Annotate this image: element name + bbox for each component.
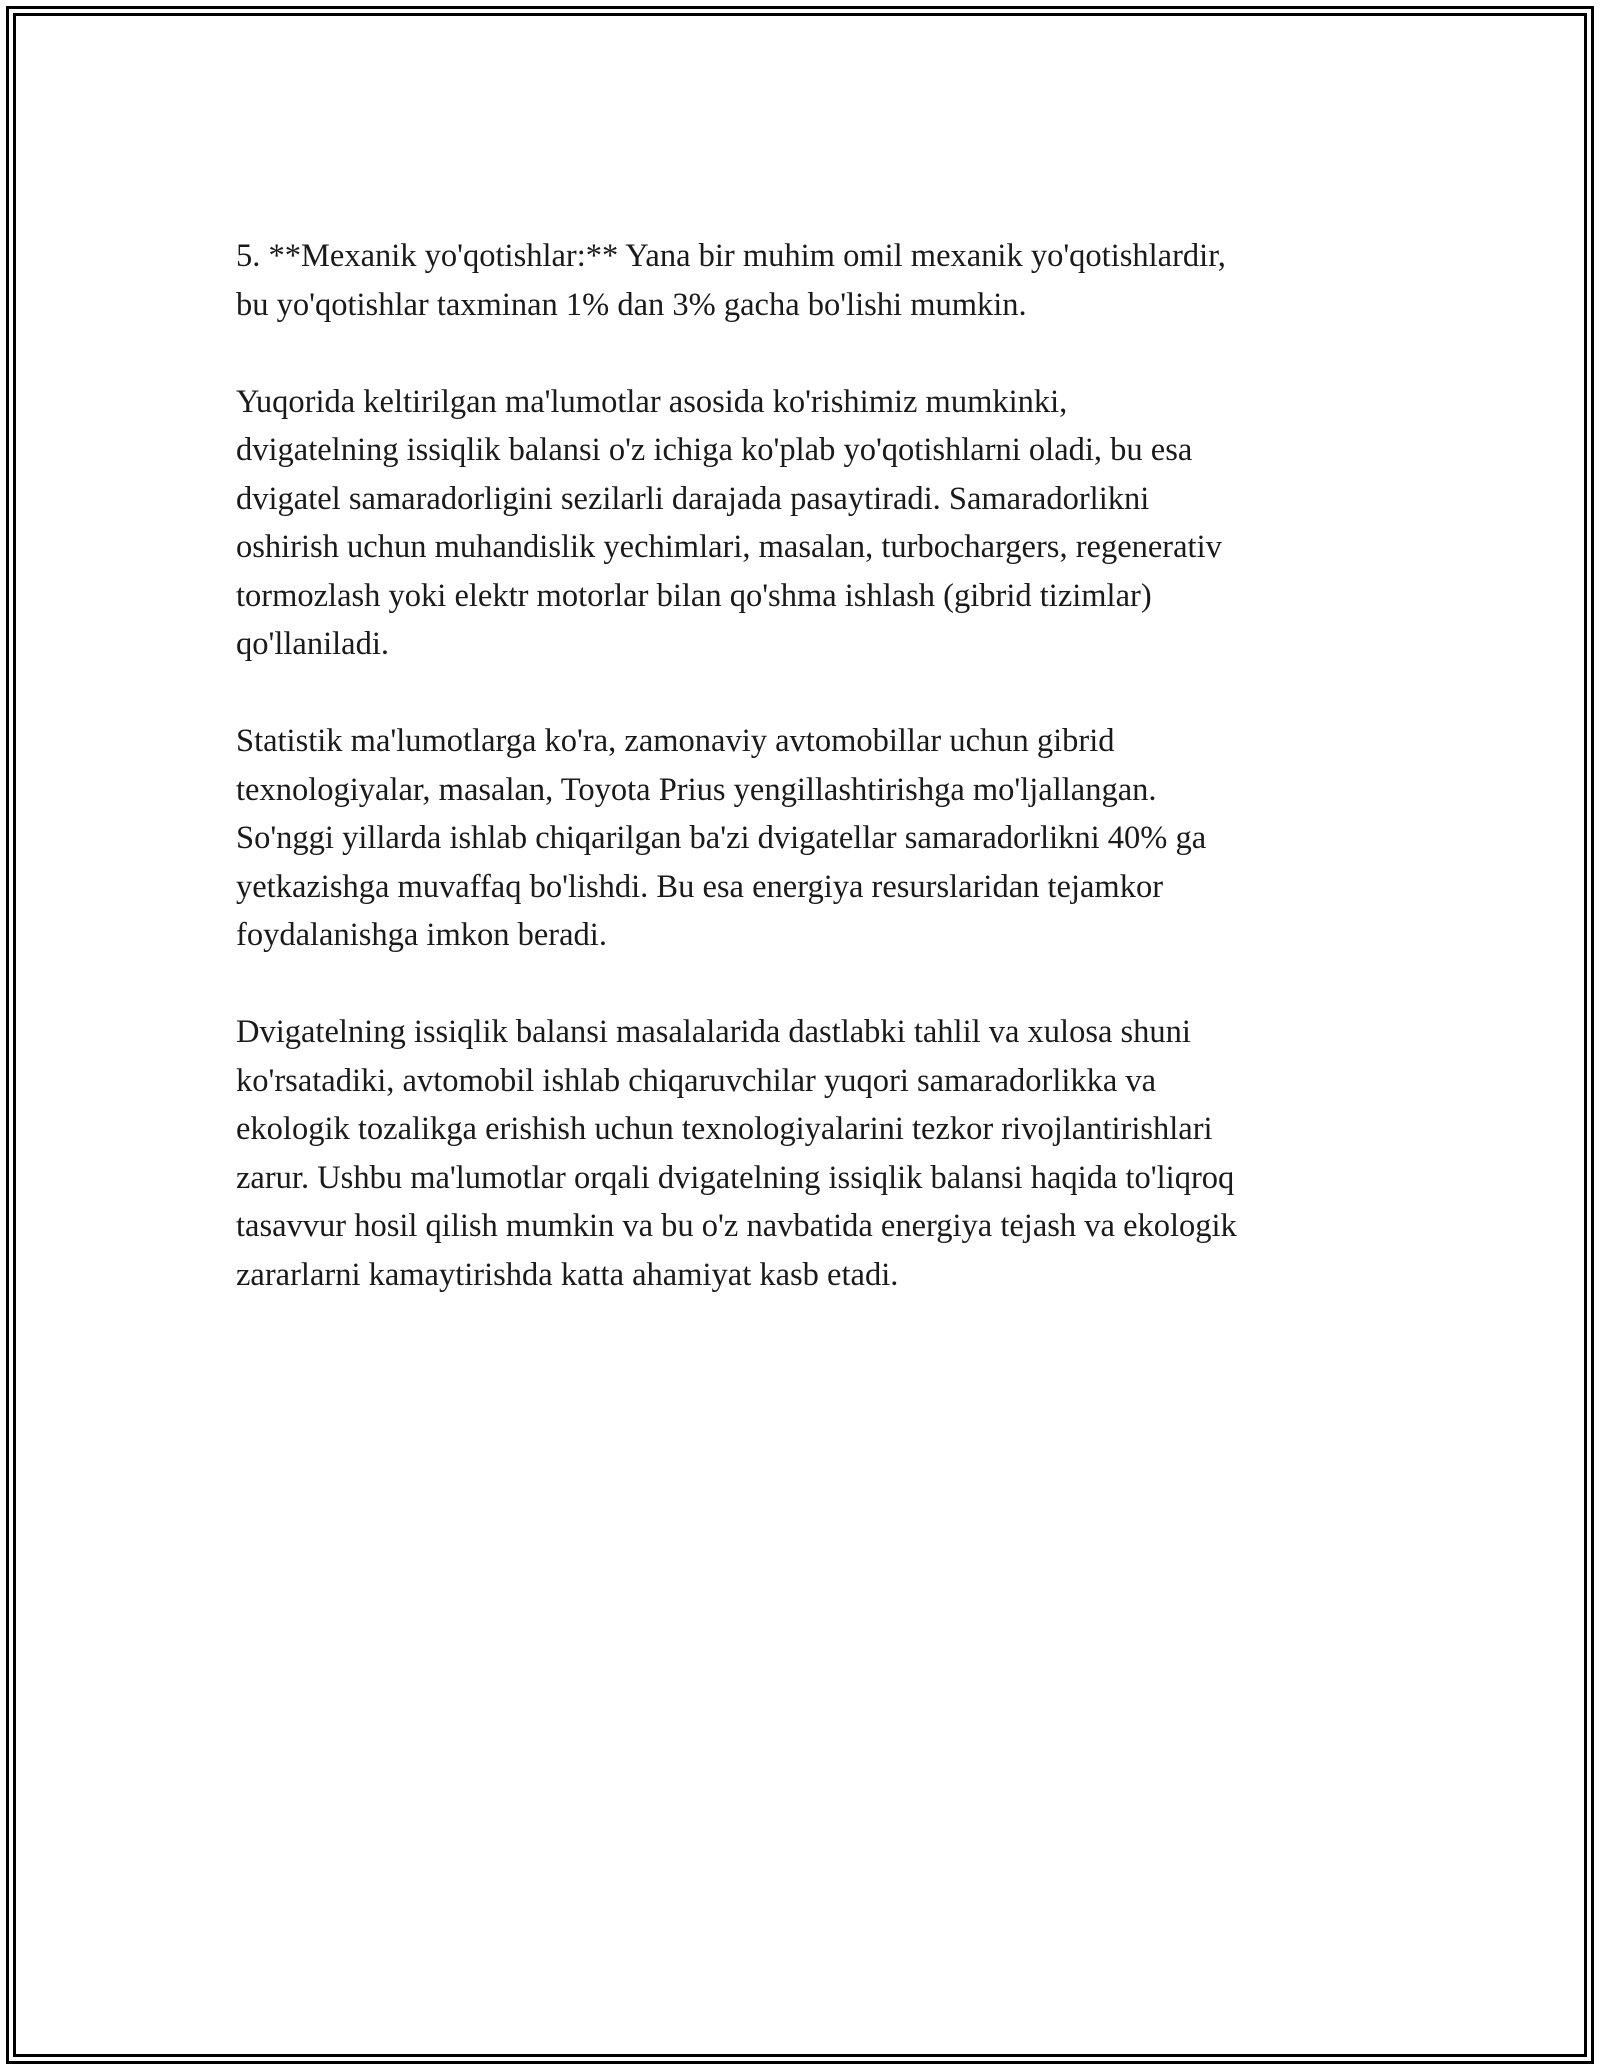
text-line: zarur. Ushbu ma'lumotlar orqali dvigatelning issiqlik balansi haqida to'liqroq: [236, 1159, 1235, 1196]
text-line: oshirish uchun muhandislik yechimlari, masalan, turbochargers, regenerativ: [236, 529, 1222, 565]
text-line: So'nggi yillarda ishlab chiqarilgan ba'zi dvigatellar samaradorlikni 40% ga: [236, 820, 1207, 856]
text-line: tormozlash yoki elektr motorlar bilan qo'shma ishlash (gibrid tizimlar): [236, 577, 1152, 614]
text-line: bu yo'qotishlar taxminan 1% dan 3% gacha bo'lishi mumkin.: [236, 286, 1027, 323]
text-line: dvigatel samaradorligini sezilarli darajada pasaytiradi. Samaradorlikni: [236, 480, 1150, 517]
text-line: qo'llaniladi.: [236, 626, 389, 662]
text-line: 5. **Mexanik yo'qotishlar:** Yana bir muhim omil mexanik yo'qotishlardir,: [236, 238, 1226, 274]
text-line: foydalanishga imkon beradi.: [236, 917, 607, 953]
text-line: tasavvur hosil qilish mumkin va bu o'z navbatida energiya tejash va ekologik: [236, 1208, 1237, 1244]
text-line: zararlarni kamaytirishda katta ahamiyat kasb etadi.: [236, 1256, 899, 1293]
text-line: Dvigatelning issiqlik balansi masalalarida dastlabki tahlil va xulosa shuni: [236, 1014, 1191, 1050]
text-line: texnologiyalar, masalan, Toyota Prius yengillashtirishga mo'ljallangan.: [236, 771, 1157, 808]
text-line: ekologik tozalikga erishish uchun texnologiyalarini tezkor rivojlantirishlari: [236, 1111, 1213, 1147]
paragraph-mechanical-losses: [236, 232, 1376, 329]
text-line: ko'rsatadiki, avtomobil ishlab chiqaruvchilar yuqori samaradorlikka va: [236, 1062, 1157, 1099]
text-line: yetkazishga muvaffaq bo'lishdi. Bu esa energiya resurslaridan tejamkor: [236, 868, 1164, 905]
text-line: Yuqorida keltirilgan ma'lumotlar asosida ko'rishimiz mumkinki,: [236, 383, 1068, 420]
text-line: dvigatelning issiqlik balansi o'z ichiga ko'plab yo'qotishlarni oladi, bu esa: [236, 432, 1193, 468]
text-line: Statistik ma'lumotlarga ko'ra, zamonaviy avtomobillar uchun gibrid: [236, 723, 1115, 759]
paragraph-heat-balance-summary: [236, 378, 1376, 669]
paragraph-statistics: [236, 717, 1376, 960]
paragraph-conclusion: [236, 1008, 1376, 1299]
document-body: [236, 232, 1376, 1348]
